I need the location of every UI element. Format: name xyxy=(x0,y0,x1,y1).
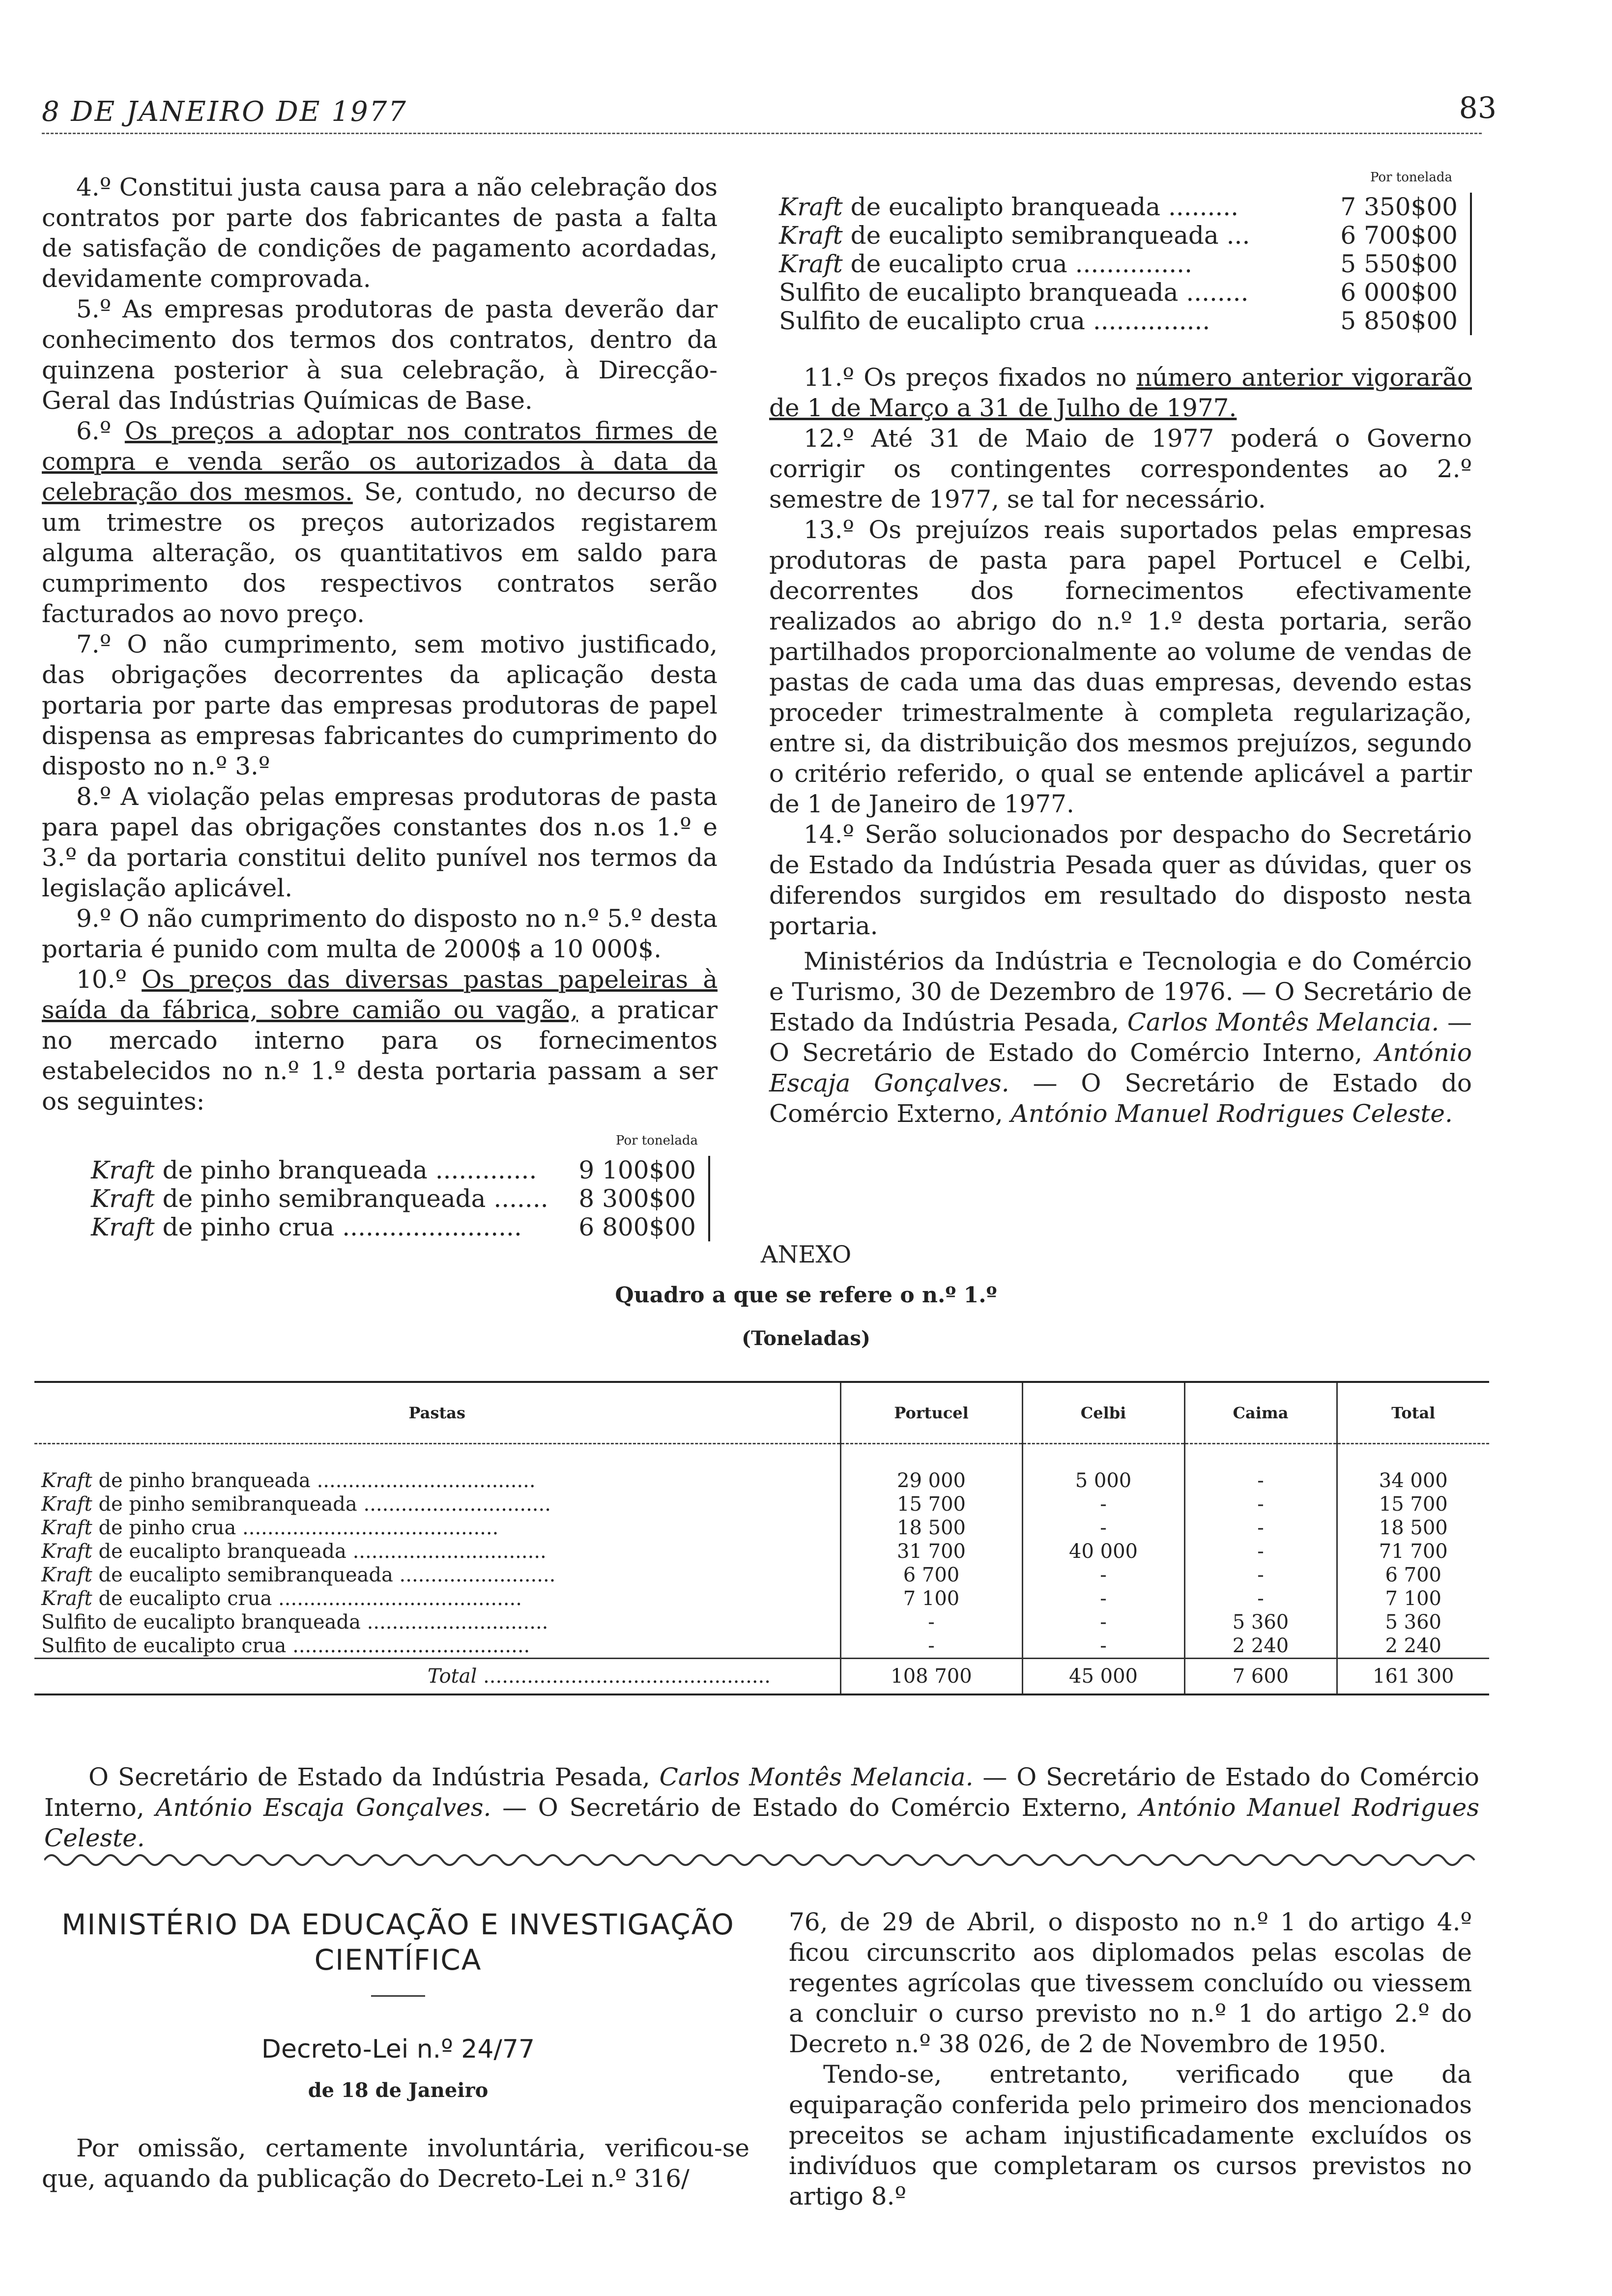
table-row: Kraft de pinho semibranqueada .............................. 15 700 - - 15 700 xyxy=(34,1492,1489,1516)
ministry-title: MINISTÉRIO DA EDUCAÇÃO E INVESTIGAÇÃO CIENTÍFICA xyxy=(61,1908,735,1977)
price-value: 7 350$00 xyxy=(1321,193,1471,221)
decree-title: Decreto-Lei n.º 24/77 xyxy=(261,2035,535,2064)
annex-unit: (Toneladas) xyxy=(742,1327,870,1350)
article-8: 8.º A violação pelas empresas produtoras de pasta para papel das obrigações constantes dos n.os 1.º e 3.º da portaria constitui delito punível nos termos da legislação aplicável. xyxy=(42,782,718,902)
col-header-total: Total xyxy=(1337,1382,1489,1444)
annex-title: ANEXO xyxy=(760,1241,852,1268)
article-11: 11.º Os preços fixados no número anterior vigorarão de 1 de Março a 31 de Julho de 1977. xyxy=(769,363,1472,422)
signatures: Ministérios da Indústria e Tecnologia e do Comércio e Turismo, 30 de Dezembro de 1976. — O Secretário de Estado da Indústria Pesada, Carlos Montês Melancia. — O Secretário de Estado do Comércio Interno, António Escaja Gonçalves. — O Secretário de Estado do Comércio Externo, António Manuel Rodrigues Celeste. xyxy=(769,947,1472,1128)
table-row: Sulfito de eucalipto crua ...................................... - - 2 240 2 240 xyxy=(34,1634,1489,1659)
col-header-pastas: Pastas xyxy=(34,1382,840,1444)
decree-text-left: Por omissão, certamente involuntária, verificou-se que, aquando da publicação do Decreto-Lei n.º 316/ xyxy=(42,2134,749,2193)
annex-subtitle: Quadro a que se refere o n.º 1.º xyxy=(615,1283,997,1308)
price-value: 8 300$00 xyxy=(572,1184,709,1213)
page-date-header: 8 DE JANEIRO DE 1977 xyxy=(42,96,407,128)
left-column xyxy=(42,172,718,1241)
table-total-row: Total .............................................. 108 700 45 000 7 600 161 300 xyxy=(34,1659,1489,1695)
table-row: Kraft de eucalipto branqueada ............................... 31 700 40 000 - 71 700 xyxy=(34,1540,1489,1563)
price-row: Kraft de eucalipto semibranqueada ... 6 700$00 xyxy=(779,221,1471,250)
price-value: 6 800$00 xyxy=(572,1213,709,1241)
price-row: Kraft de pinho semibranqueada ....... 8 300$00 xyxy=(91,1184,709,1213)
table-row: Kraft de eucalipto crua ....................................... 7 100 - - 7 100 xyxy=(34,1587,1489,1610)
ministry-rule xyxy=(371,1995,425,1997)
article-10: 10.º Os preços das diversas pastas papeleiras à saída da fábrica, sobre camião ou vagão, a praticar no mercado interno para os fornecimentos estabelecidos no n.º 1.º desta portaria passam a ser os seguintes: xyxy=(42,965,718,1116)
article-14: 14.º Serão solucionados por despacho do Secretário de Estado da Indústria Pesada quer as dúvidas, quer os diferendos surgidos em resultado do disposto nesta portaria. xyxy=(769,820,1472,940)
price-row: Kraft de eucalipto branqueada ......... 7 350$00 xyxy=(779,193,1471,221)
price-row: Kraft de eucalipto crua ............... 5 550$00 xyxy=(779,250,1471,278)
header-rule xyxy=(42,133,1482,134)
article-13: 13.º Os prejuízos reais suportados pelas empresas produtoras de pasta para papel Portucel e Celbi, decorrentes dos fornecimentos efectivamente realizados ao abrigo do n.º 1.º desta portaria, serão partilhados proporcionalmente ao volume de vendas de pastas de cada uma das duas empresas, devendo estas proceder trimestralmente à completa regularização, entre si, da distribuição dos mesmos prejuízos, segundo o critério referido, o qual se entende aplicável a partir de 1 de Janeiro de 1977. xyxy=(769,516,1472,818)
table-row: Kraft de pinho branqueada ................................... 29 000 5 000 - 34 000 xyxy=(34,1469,1489,1492)
article-9: 9.º O não cumprimento do disposto no n.º 5.º desta portaria é punido com multa de 2000$ a 10 000$. xyxy=(42,904,718,963)
article-5: 5.º As empresas produtoras de pasta deverão dar conhecimento dos termos dos contratos, dentro da quinzena posterior à sua celebração, à Direcção-Geral das Indústrias Químicas de Base. xyxy=(42,295,718,415)
article-6: 6.º Os preços a adoptar nos contratos firmes de compra e venda serão os autorizados à data da celebração dos mesmos. Se, contudo, no decurso de um trimestre os preços autorizados registarem alguma alteração, os quantitativos em saldo para cumprimento dos respectivos contratos serão facturados ao novo preço. xyxy=(42,417,718,628)
wave-divider xyxy=(44,1850,1479,1870)
article-7: 7.º O não cumprimento, sem motivo justificado, das obrigações decorrentes da aplicação desta portaria por parte das empresas produtoras de papel dispensa as empresas fabricantes do cumprimento do disposto no n.º 3.º xyxy=(42,630,718,780)
annex-header-row xyxy=(34,1382,1489,1444)
annex-table xyxy=(34,1381,1489,1695)
price-table-left xyxy=(91,1156,710,1241)
price-unit-label: Por tonelada xyxy=(616,1133,698,1148)
price-value: 5 550$00 xyxy=(1321,250,1471,278)
decree-text-right: 76, de 29 de Abril, o disposto no n.º 1 do artigo 4.º ficou circunscrito aos diplomados pelas escolas de regentes agrícolas que tivessem concluído ou viessem a concluir o curso previsto no n.º 1 do artigo 2.º do Decreto n.º 38 026, de 2 de Novembro de 1950. Tendo-se, entretanto, verificado que da equiparação conferida pelo primeiro dos mencionados preceitos se acham injustificadamente excluídos os indivíduos que completaram os cursos previstos no artigo 8.º xyxy=(789,1908,1472,2210)
price-row: Sulfito de eucalipto branqueada ........ 6 000$00 xyxy=(779,278,1471,307)
price-table-right xyxy=(779,193,1472,335)
price-row: Kraft de pinho crua ....................... 6 800$00 xyxy=(91,1213,709,1241)
price-value: 6 000$00 xyxy=(1321,278,1471,307)
col-header-portucel: Portucel xyxy=(840,1382,1022,1444)
price-row: Sulfito de eucalipto crua ............... 5 850$00 xyxy=(779,307,1471,335)
article-4: 4.º Constitui justa causa para a não celebração dos contratos por parte dos fabricantes de pasta a falta de satisfação de condições de pagamento acordadas, devidamente comprovada. xyxy=(42,173,718,293)
table-row: Sulfito de eucalipto branqueada ............................. - - 5 360 5 360 xyxy=(34,1610,1489,1634)
table-row: Kraft de pinho crua ......................................... 18 500 - - 18 500 xyxy=(34,1516,1489,1540)
annex-signatures: O Secretário de Estado da Indústria Pesada, Carlos Montês Melancia. — O Secretário de Estado do Comércio Interno, António Escaja Gonçalves. — O Secretário de Estado do Comércio Externo, António Manuel Rodrigues Celeste. xyxy=(44,1763,1479,1852)
decree-date: de 18 de Janeiro xyxy=(308,2079,489,2102)
price-row: Kraft de pinho branqueada ............. 9 100$00 xyxy=(91,1156,709,1184)
right-column xyxy=(769,162,1472,1129)
page-number: 83 xyxy=(1459,91,1497,125)
price-value: 6 700$00 xyxy=(1321,221,1471,250)
col-header-celbi: Celbi xyxy=(1022,1382,1184,1444)
article-12: 12.º Até 31 de Maio de 1977 poderá o Governo corrigir os contingentes correspondentes ao 2.º semestre de 1977, se tal for necessário. xyxy=(769,424,1472,514)
price-value: 9 100$00 xyxy=(572,1156,709,1184)
col-header-caima: Caima xyxy=(1184,1382,1337,1444)
price-unit-label: Por tonelada xyxy=(1370,170,1452,185)
price-value: 5 850$00 xyxy=(1321,307,1471,335)
table-row: Kraft de eucalipto semibranqueada ......................... 6 700 - - 6 700 xyxy=(34,1563,1489,1587)
